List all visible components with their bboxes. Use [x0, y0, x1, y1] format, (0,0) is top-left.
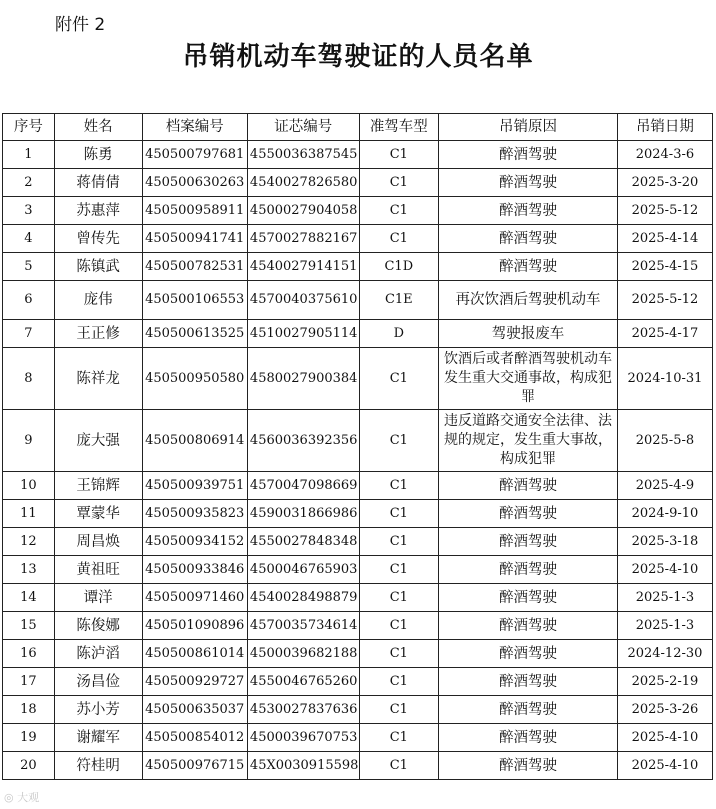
revocation-reason: 醉酒驾驶 — [439, 141, 618, 169]
revocation-date: 2025-5-12 — [617, 197, 712, 225]
revocation-date: 2025-4-10 — [617, 724, 712, 752]
revocation-reason: 醉酒驾驶 — [439, 253, 618, 281]
chip-number: 4500039670753 — [247, 724, 359, 752]
revocation-date: 2025-4-9 — [617, 472, 712, 500]
file-number: 450500106553 — [142, 281, 247, 320]
file-number: 450500935823 — [142, 500, 247, 528]
chip-number: 4540028498879 — [247, 584, 359, 612]
person-name: 蒋倩倩 — [54, 169, 142, 197]
chip-number: 4560036392356 — [247, 410, 359, 472]
file-number: 450500976715 — [142, 752, 247, 780]
revocation-date: 2025-5-8 — [617, 410, 712, 472]
license-class: C1 — [359, 225, 439, 253]
revocation-date: 2025-4-10 — [617, 752, 712, 780]
table-row — [3, 584, 713, 612]
table-row — [3, 169, 713, 197]
revocation-date: 2025-4-17 — [617, 320, 712, 348]
file-number: 450500613525 — [142, 320, 247, 348]
revocation-date: 2024-12-30 — [617, 640, 712, 668]
person-name: 苏惠萍 — [54, 197, 142, 225]
table-row — [3, 556, 713, 584]
person-name: 王锦辉 — [54, 472, 142, 500]
revocation-reason: 醉酒驾驶 — [439, 584, 618, 612]
license-class: C1 — [359, 724, 439, 752]
table-row — [3, 640, 713, 668]
table-row — [3, 724, 713, 752]
file-number: 450500933846 — [142, 556, 247, 584]
table-header-row — [3, 114, 713, 141]
chip-number: 4570027882167 — [247, 225, 359, 253]
license-class: C1 — [359, 640, 439, 668]
license-class: C1 — [359, 556, 439, 584]
table-row — [3, 410, 713, 472]
license-class: C1 — [359, 752, 439, 780]
license-class: C1 — [359, 500, 439, 528]
table-row — [3, 472, 713, 500]
person-name: 汤昌俭 — [54, 668, 142, 696]
person-name: 黄祖旺 — [54, 556, 142, 584]
row-index: 15 — [3, 612, 55, 640]
row-index: 5 — [3, 253, 55, 281]
revocation-reason: 醉酒驾驶 — [439, 472, 618, 500]
file-number: 450500939751 — [142, 472, 247, 500]
col-header-license-class: 准驾车型 — [359, 114, 439, 141]
chip-number: 4570040375610 — [247, 281, 359, 320]
chip-number: 4500039682188 — [247, 640, 359, 668]
chip-number: 4580027900384 — [247, 348, 359, 410]
table-row — [3, 320, 713, 348]
table-row — [3, 253, 713, 281]
chip-number: 4540027914151 — [247, 253, 359, 281]
col-header-reason: 吊销原因 — [439, 114, 618, 141]
col-header-chip-no: 证芯编号 — [247, 114, 359, 141]
page-title: 吊销机动车驾驶证的人员名单 — [182, 42, 534, 72]
license-class: C1 — [359, 348, 439, 410]
revocation-reason: 再次饮酒后驾驶机动车 — [439, 281, 618, 320]
file-number: 450500929727 — [142, 668, 247, 696]
row-index: 9 — [3, 410, 55, 472]
person-name: 周昌焕 — [54, 528, 142, 556]
license-class: C1 — [359, 528, 439, 556]
row-index: 6 — [3, 281, 55, 320]
file-number: 450500971460 — [142, 584, 247, 612]
table-row — [3, 696, 713, 724]
file-number: 450500782531 — [142, 253, 247, 281]
row-index: 20 — [3, 752, 55, 780]
revocation-date: 2025-3-20 — [617, 169, 712, 197]
person-name: 苏小芳 — [54, 696, 142, 724]
revocation-reason: 醉酒驾驶 — [439, 225, 618, 253]
revocation-reason: 醉酒驾驶 — [439, 612, 618, 640]
revocation-reason: 醉酒驾驶 — [439, 528, 618, 556]
row-index: 1 — [3, 141, 55, 169]
license-class: C1 — [359, 668, 439, 696]
file-number: 450500950580 — [142, 348, 247, 410]
revocation-table — [2, 113, 713, 780]
revocation-reason: 醉酒驾驶 — [439, 752, 618, 780]
revocation-reason: 醉酒驾驶 — [439, 668, 618, 696]
license-class: C1 — [359, 584, 439, 612]
person-name: 符桂明 — [54, 752, 142, 780]
revocation-reason: 醉酒驾驶 — [439, 724, 618, 752]
revocation-date: 2025-3-18 — [617, 528, 712, 556]
row-index: 17 — [3, 668, 55, 696]
chip-number: 4500046765903 — [247, 556, 359, 584]
license-class: C1E — [359, 281, 439, 320]
chip-number: 4570035734614 — [247, 612, 359, 640]
revocation-date: 2025-3-26 — [617, 696, 712, 724]
row-index: 19 — [3, 724, 55, 752]
row-index: 13 — [3, 556, 55, 584]
revocation-date: 2024-3-6 — [617, 141, 712, 169]
chip-number: 4500027904058 — [247, 197, 359, 225]
chip-number: 4530027837636 — [247, 696, 359, 724]
person-name: 陈俊娜 — [54, 612, 142, 640]
chip-number: 4510027905114 — [247, 320, 359, 348]
file-number: 450500630263 — [142, 169, 247, 197]
table-row — [3, 225, 713, 253]
revocation-date: 2025-2-19 — [617, 668, 712, 696]
row-index: 12 — [3, 528, 55, 556]
revocation-reason: 违反道路交通安全法律、法规的规定，发生重大事故，构成犯罪 — [439, 410, 618, 472]
row-index: 7 — [3, 320, 55, 348]
license-class: C1 — [359, 169, 439, 197]
revocation-reason: 醉酒驾驶 — [439, 640, 618, 668]
chip-number: 45X0030915598 — [247, 752, 359, 780]
revocation-reason: 醉酒驾驶 — [439, 169, 618, 197]
license-class: C1 — [359, 141, 439, 169]
table-row — [3, 197, 713, 225]
revocation-date: 2025-1-3 — [617, 584, 712, 612]
watermark-text: ◎ 大观 — [4, 791, 40, 804]
revocation-reason: 驾驶报废车 — [439, 320, 618, 348]
table-row — [3, 612, 713, 640]
file-number: 450500635037 — [142, 696, 247, 724]
license-class: C1 — [359, 472, 439, 500]
license-class: C1 — [359, 197, 439, 225]
revocation-reason: 醉酒驾驶 — [439, 500, 618, 528]
person-name: 陈泸滔 — [54, 640, 142, 668]
attachment-label: 附件 2 — [55, 15, 106, 35]
chip-number: 4570047098669 — [247, 472, 359, 500]
table-row — [3, 141, 713, 169]
revocation-date: 2025-5-12 — [617, 281, 712, 320]
col-header-name: 姓名 — [54, 114, 142, 141]
person-name: 谭洋 — [54, 584, 142, 612]
file-number: 450501090896 — [142, 612, 247, 640]
revocation-date: 2025-1-3 — [617, 612, 712, 640]
row-index: 11 — [3, 500, 55, 528]
table-row — [3, 528, 713, 556]
person-name: 曾传先 — [54, 225, 142, 253]
row-index: 14 — [3, 584, 55, 612]
row-index: 18 — [3, 696, 55, 724]
person-name: 王正修 — [54, 320, 142, 348]
revocation-reason: 醉酒驾驶 — [439, 197, 618, 225]
file-number: 450500958911 — [142, 197, 247, 225]
license-class: D — [359, 320, 439, 348]
license-class: C1 — [359, 612, 439, 640]
table-row — [3, 500, 713, 528]
person-name: 谢耀军 — [54, 724, 142, 752]
col-header-date: 吊销日期 — [617, 114, 712, 141]
person-name: 陈祥龙 — [54, 348, 142, 410]
row-index: 2 — [3, 169, 55, 197]
person-name: 陈镇武 — [54, 253, 142, 281]
revocation-date: 2025-4-15 — [617, 253, 712, 281]
revocation-date: 2024-10-31 — [617, 348, 712, 410]
file-number: 450500934152 — [142, 528, 247, 556]
revocation-date: 2025-4-10 — [617, 556, 712, 584]
chip-number: 4540027826580 — [247, 169, 359, 197]
row-index: 4 — [3, 225, 55, 253]
person-name: 陈勇 — [54, 141, 142, 169]
license-class: C1 — [359, 696, 439, 724]
table-row — [3, 281, 713, 320]
chip-number: 4550046765260 — [247, 668, 359, 696]
license-class: C1 — [359, 410, 439, 472]
col-header-index: 序号 — [3, 114, 55, 141]
chip-number: 4550027848348 — [247, 528, 359, 556]
table-row — [3, 752, 713, 780]
row-index: 8 — [3, 348, 55, 410]
row-index: 10 — [3, 472, 55, 500]
license-class: C1D — [359, 253, 439, 281]
revocation-reason: 醉酒驾驶 — [439, 556, 618, 584]
file-number: 450500941741 — [142, 225, 247, 253]
chip-number: 4550036387545 — [247, 141, 359, 169]
revocation-date: 2024-9-10 — [617, 500, 712, 528]
person-name: 庞大强 — [54, 410, 142, 472]
table-body — [3, 141, 713, 780]
file-number: 450500797681 — [142, 141, 247, 169]
revocation-reason: 饮酒后或者醉酒驾驶机动车发生重大交通事故，构成犯罪 — [439, 348, 618, 410]
chip-number: 4590031866986 — [247, 500, 359, 528]
file-number: 450500806914 — [142, 410, 247, 472]
revocation-reason: 醉酒驾驶 — [439, 696, 618, 724]
table-row — [3, 668, 713, 696]
person-name: 庞伟 — [54, 281, 142, 320]
col-header-file-no: 档案编号 — [142, 114, 247, 141]
row-index: 16 — [3, 640, 55, 668]
person-name: 覃蒙华 — [54, 500, 142, 528]
row-index: 3 — [3, 197, 55, 225]
revocation-date: 2025-4-14 — [617, 225, 712, 253]
table-row — [3, 348, 713, 410]
file-number: 450500861014 — [142, 640, 247, 668]
file-number: 450500854012 — [142, 724, 247, 752]
